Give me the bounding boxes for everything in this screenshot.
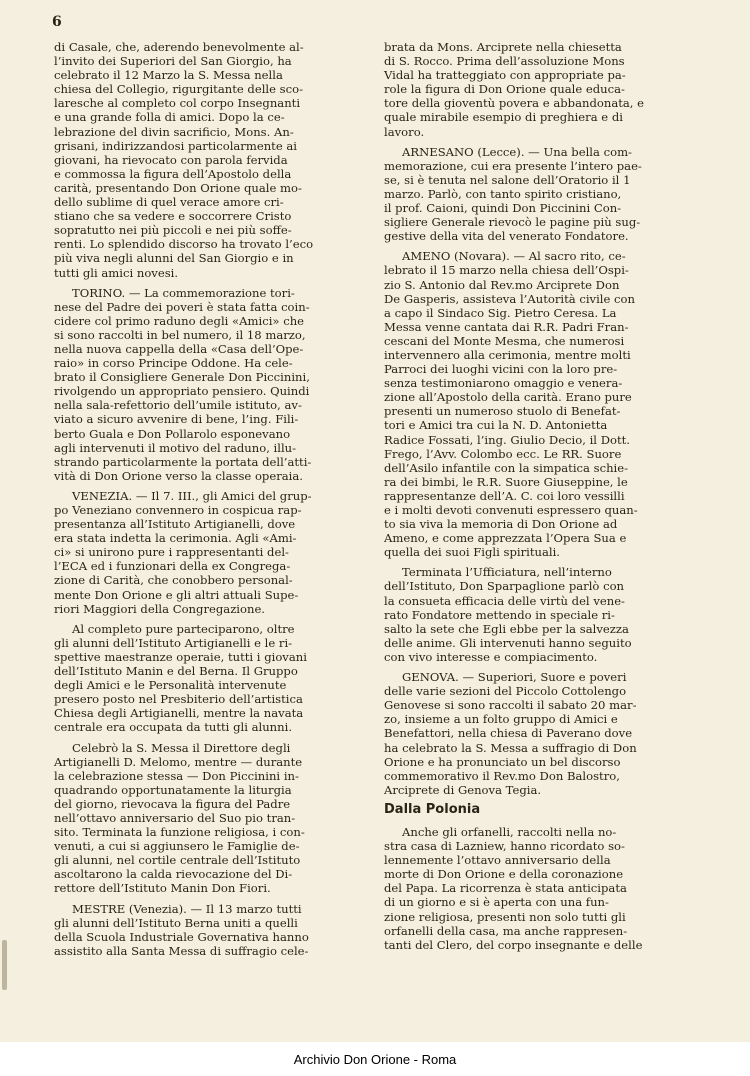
page-edge-stain: [2, 940, 7, 990]
article-paragraph: Terminata l’Ufficiatura, nell’interno dell’Istituto, Don Sparpaglione parlò con la consueta efficacia delle virtù del vene- rato Fondatore mettendo in speciale ri- salto la sete che Egli ebbe per la salvezza delle anime. Gli intervenuti hanno seguito con vivo interesse e compiacimento.: [384, 565, 632, 664]
article-paragraph: VENEZIA. — Il 7. III., gli Amici del grup- po Veneziano convennero in cospicua rap- presentanza all’Istituto Artigianelli, dove era stata indetta la cerimonia. Agli «Ami- ci» si unirono pure i rappresentanti del- l’ECA ed i funzionari della ex Congrega- zione di Carità, che conobbero personal- mente Don Orione e gli altri attuali Supe- riori Maggiori della Congregazione.: [54, 488, 312, 616]
left-column: [54, 40, 364, 964]
right-column: [384, 40, 694, 958]
article-paragraph: di Casale, che, aderendo benevolmente al- l’invito dei Superiori del San Giorgio, ha celebrato il 12 Marzo la S. Messa nella chiesa del Collegio, rigurgitante delle sco- laresche al completo col corpo Insegnanti e una grande folla di amici. Dopo la ce- lebrazione del divin sacrificio, Mons. An- grisani, indirizzandosi particolarmente ai giovani, ha rievocato con parola fervida e commossa la figura dell’Apostolo della carità, presentando Don Orione quale mo- dello sublime di quel verace amore cri- stiano che sa vedere e soccorrere Cristo sopratutto nei più piccoli e nei più soffe- renti. Lo splendido discorso ha trovato l’eco più viva negli alunni del San Giorgio e in tutti gli amici novesi.: [54, 40, 314, 280]
article-paragraph: Anche gli orfanelli, raccolti nella no- stra casa di Lazniew, hanno ricordato so- lennemente l’ottavo anniversario della morte di Don Orione e della coronazione del Papa. La ricorrenza è stata anticipata di un giorno e si è aperta con una fun- zione religiosa, presenti non solo tutti gli orfanelli della casa, ma anche rappresen- tanti del Clero, del corpo insegnante e delle: [384, 824, 643, 952]
section-heading: Dalla Polonia: [384, 801, 481, 817]
article-paragraph: Celebrò la S. Messa il Direttore degli Artigianelli D. Melomo, mentre — durante la celebrazione stessa — Don Piccinini in- quadrando opportunatamente la liturgia del giorno, rievocava la figura del Padre nell’ottavo anniversario del Suo pio tran- sito. Terminata la funzione religiosa, i con- venuti, a cui si aggiunsero le Famiglie de- gli alunni, nel cortile centrale dell’Istituto ascoltarono la calda rievocazione del Di- rettore dell’Istituto Manin Don Fiori.: [54, 740, 305, 896]
article-paragraph: GENOVA. — Superiori, Suore e poveri delle varie sezioni del Piccolo Cottolengo Genovese si sono raccolti il sabato 20 mar- zo, insieme a un folto gruppo di Amici e Benefattori, nella chiesa di Paverano dove ha celebrato la S. Messa a suffragio di Don Orione e ha pronunciato un bel discorso commemorativo il Rev.mo Don Balostro, Arciprete di Genova Tegia.: [384, 670, 637, 797]
article-paragraph: AMENO (Novara). — Al sacro rito, ce- lebrato il 15 marzo nella chiesa dell’Ospi- zio S. Antonio dal Rev.mo Arciprete Don De Gasperis, assisteva l’Autorità civile con a capo il Sindaco Sig. Pietro Ceresa. La Messa venne cantata dai R.R. Padri Fran- cescani del Monte Mesma, che numerosi intervennero alla cerimonia, mentre molti Parroci dei luoghi vicini con la loro pre- senza testimoniarono omaggio e venera- zione all’Apostolo della carità. Erano pure presenti un numeroso stuolo di Benefat- tori e Amici tra cui la N. D. Antonietta Radice Fossati, l’ing. Giulio Decio, il Dott. Frego, l’Avv. Colombo ecc. Le RR. Suore dell’Asilo infantile con la simpatica schie- ra dei bimbi, le R.R. Suore Giuseppine, le rappresentanze dell’A. C. coi loro vessilli e i molti devoti convenuti espressero quan- to sia viva la memoria di Don Orione ad Ameno, e come apprezzata l’Opera Sua e quella dei suoi Figli spirituali.: [384, 249, 638, 560]
article-paragraph: ARNESANO (Lecce). — Una bella com- memorazione, cui era presente l’intero pae- se, si è tenuta nel salone dell’Oratorio il 1 marzo. Parlò, con tanto spirito cristiano, il prof. Caioni, quindi Don Piccinini Con- sigliere Generale rievocò le pagine più sug- gestive della vita del venerato Fondatore.: [384, 144, 642, 244]
page-number: 6: [52, 14, 62, 30]
archive-footer: [0, 1042, 750, 1076]
article-paragraph: MESTRE (Venezia). — Il 13 marzo tutti gli alunni dell’Istituto Berna uniti a quelli della Scuola Industriale Governativa hanno assistito alla Santa Messa di suffragio cele-: [54, 901, 309, 958]
article-paragraph: brata da Mons. Arciprete nella chiesetta di S. Rocco. Prima dell’assoluzione Mons Vidal ha tratteggiato con appropriate pa- role la figura di Don Orione quale educa- tore della gioventù povera e abbandonata, e quale mirabile esempio di preghiera e di lavoro.: [384, 40, 645, 139]
article-paragraph: TORINO. — La commemorazione tori- nese del Padre dei poveri è stata fatta coin- cidere col primo raduno degli «Amici» che si sono raccolti in bel numero, il 18 marzo, nella nuova cappella della «Casa dell’Ope- raio» in corso Principe Oddone. Ha cele- brato il Consigliere Generale Don Piccinini, rivolgendo un appropriato pensiero. Quindi nella sala-refettorio dell’umile istituto, av- viato a sicuro avvenire di bene, l’ing. Fili- berto Guala e Don Pollarolo esponevano agli intervenuti il motivo del raduno, illu- strando particolarmente la portata dell’atti- vità di Don Orione verso la classe operaia.: [54, 285, 312, 483]
article-paragraph: Al completo pure parteciparono, oltre gli alunni dell’Istituto Artigianelli e le ri- spettive maestranze operaie, tutti i giovani dell’Istituto Manin e del Berna. Il Gruppo degli Amici e le Personalità intervenute presero posto nel Presbiterio dell’artistica Chiesa degli Artigianelli, mentre la navata centrale era occupata da tutti gli alunni.: [54, 621, 307, 735]
archive-footer-text: Archivio Don Orione - Roma: [293, 1051, 457, 1067]
